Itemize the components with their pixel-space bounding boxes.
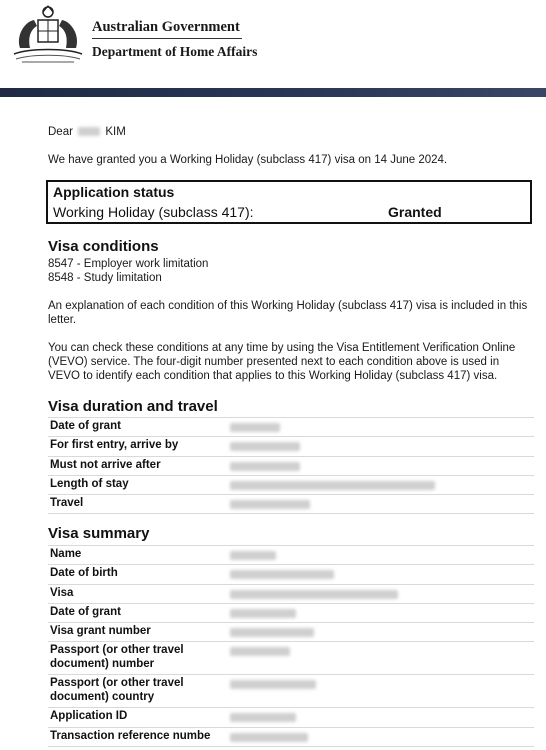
row-label: Length of stay: [50, 477, 129, 490]
row-label: For first entry, arrive by: [50, 439, 179, 452]
row-label: Date of birth: [50, 567, 118, 580]
visa-conditions-title: Visa conditions: [48, 238, 159, 255]
row-label: Visa: [50, 586, 74, 599]
table-row: [48, 476, 534, 495]
row-label: Travel: [50, 497, 84, 510]
redacted-value: [230, 462, 300, 471]
redacted-value: [230, 500, 310, 509]
redacted-value: [230, 733, 308, 742]
redacted-value: [230, 570, 334, 579]
row-label: Must not arrive after: [50, 458, 161, 471]
application-status-visa: Working Holiday (subclass 417):: [53, 204, 254, 220]
condition-item: 8547 - Employer work limitation: [48, 258, 209, 270]
application-status-title: Application status: [53, 184, 175, 200]
grant-sentence: We have granted you a Working Holiday (subclass 417) visa on 14 June 2024.: [48, 154, 448, 166]
application-status-box: [46, 180, 532, 224]
redacted-value: [230, 647, 290, 656]
redacted-value: [230, 628, 314, 637]
visa-summary-table: [48, 545, 534, 747]
table-row: [48, 728, 534, 747]
table-row: [48, 623, 534, 642]
condition-item: 8548 - Study limitation: [48, 272, 162, 284]
table-row: [48, 546, 534, 565]
row-label: Name: [50, 548, 82, 560]
visa-summary-title: Visa summary: [48, 525, 150, 542]
table-row: [48, 565, 534, 584]
table-row: [48, 642, 534, 675]
visa-duration-title: Visa duration and travel: [48, 398, 218, 415]
header-divider: [92, 38, 242, 39]
greeting-name: KIM: [105, 126, 126, 138]
redacted-value: [230, 609, 296, 618]
row-label: Visa grant number: [50, 625, 151, 638]
redacted-value: [230, 713, 296, 722]
table-row: [48, 457, 534, 476]
table-row: [48, 585, 534, 604]
table-row: [48, 604, 534, 623]
redacted-given-name: [78, 127, 100, 136]
coat-of-arms-icon: [10, 4, 86, 66]
redacted-value: [230, 551, 276, 560]
table-row: [48, 418, 534, 437]
greeting: [48, 125, 126, 139]
redacted-value: [230, 590, 398, 599]
row-label: Transaction reference numbe: [50, 729, 211, 742]
table-row: [48, 437, 534, 456]
table-row: [48, 495, 534, 514]
row-label: Date of grant: [50, 420, 121, 432]
department-name: Department of Home Affairs: [92, 44, 258, 59]
table-row: [48, 708, 534, 727]
redacted-value: [230, 423, 280, 432]
row-label: Passport (or other travel document) number: [50, 644, 184, 670]
greeting-prefix: Dear: [48, 126, 73, 138]
row-label: Application ID: [50, 710, 128, 723]
row-label: Date of grant: [50, 605, 121, 618]
status-badge: Granted: [388, 204, 442, 220]
conditions-explanation: An explanation of each condition of this Working Holiday (subclass 417) visa is included in this letter.: [48, 300, 528, 326]
vevo-note: You can check these conditions at any time by using the Visa Entitlement Verification Online (VEVO) service. The four-digit number presented next to each condition above is used in VEVO to identify each condition that applies to this Working Holiday (subclass 417) visa.: [48, 342, 516, 382]
row-label: Passport (or other travel document) country: [50, 677, 184, 703]
letterhead: [0, 0, 546, 90]
redacted-value: [230, 680, 316, 689]
table-row: [48, 675, 534, 708]
redacted-value: [230, 481, 435, 490]
government-name: Australian Government: [92, 19, 240, 35]
header-band: [0, 88, 546, 97]
redacted-value: [230, 442, 300, 451]
visa-duration-table: [48, 417, 534, 514]
